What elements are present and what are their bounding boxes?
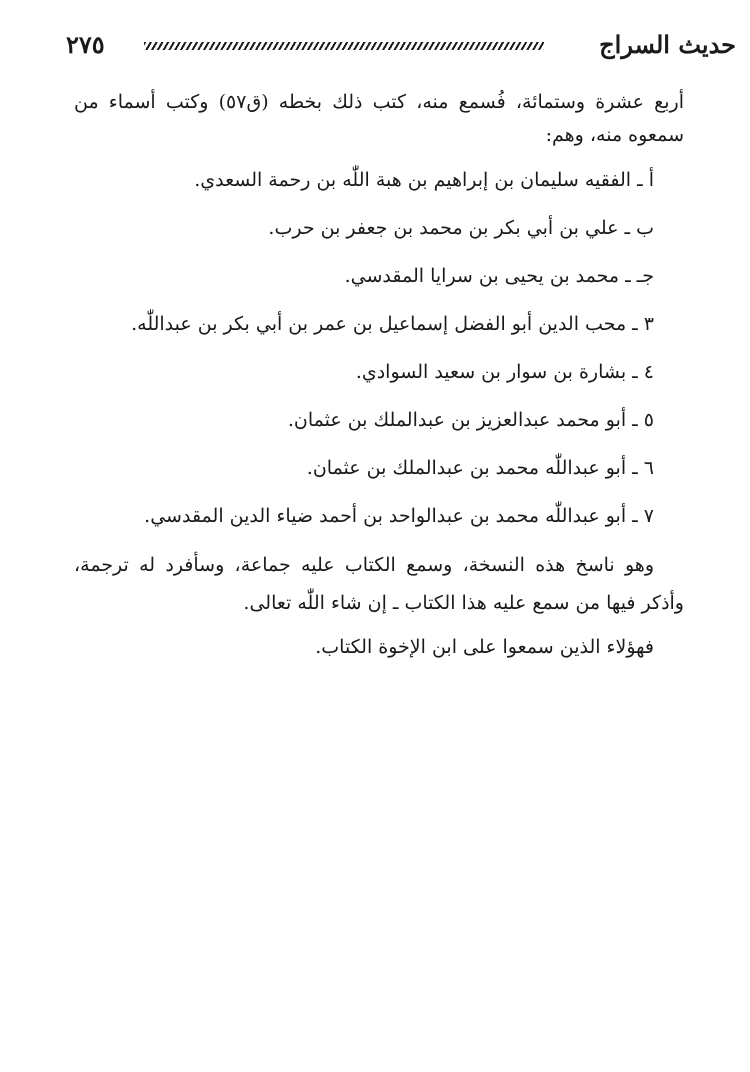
list-item: ٥ ـ أبو محمد عبدالعزيز بن عبدالملك بن عثمان. [287,409,654,431]
page-header [66,30,736,64]
closing-paragraph: وهو ناسخ هذه النسخة، وسمع الكتاب عليه جماعة، وسأفرد له ترجمة، وأذكر فيها من سمع عليه هذا الكتاب ـ إن شاء اللّٰه تعالى. [74,554,684,614]
page-body [74,86,684,666]
list-item: ٣ ـ محب الدين أبو الفضل إسماعيل بن عمر بن أبي بكر بن عبداللّٰه. [131,313,654,335]
running-title: حديث السراج [599,30,736,59]
list-item: ٧ ـ أبو عبداللّٰه محمد بن عبدالواحد بن أحمد ضياء الدين المقدسي. [144,505,654,527]
list-item: جـ ـ محمد بن يحيى بن سرايا المقدسي. [344,265,654,287]
list-item: ٤ ـ بشارة بن سوار بن سعيد السوادي. [355,361,654,383]
list-item: ٦ ـ أبو عبداللّٰه محمد بن عبدالملك بن عثمان. [306,457,654,479]
intro-paragraph: أربع عشرة وستمائة، فُسمع منه، كتب ذلك بخطه (ق٥٧) وكتب أسماء من سمعوه منه، وهم: [74,91,684,146]
page-number: ٢٧٥ [66,30,105,59]
list-item: ب ـ علي بن أبي بكر بن محمد بن جعفر بن حرب. [268,217,654,239]
header-decorative-rule [144,42,544,50]
listeners-list [74,156,684,540]
final-line: فهؤلاء الذين سمعوا على ابن الإخوة الكتاب. [315,636,654,658]
list-item: أ ـ الفقيه سليمان بن إبراهيم بن هبة اللّٰه بن رحمة السعدي. [194,169,654,191]
